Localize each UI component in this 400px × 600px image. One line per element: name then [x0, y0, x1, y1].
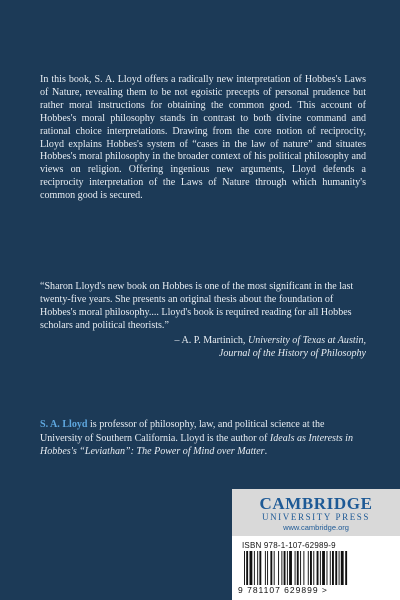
- review-source-journal: Journal of the History of Philosophy: [218, 348, 366, 359]
- author-name: S. A. Lloyd: [40, 419, 88, 430]
- author-bio-end: .: [264, 446, 268, 457]
- publisher-name: CAMBRIDGE: [259, 494, 373, 513]
- publisher-press: UNIVERSITY PRESS: [261, 512, 371, 522]
- barcode-graphic: [244, 551, 388, 585]
- author-bio-text: is professor of philosophy, law, and political science at the University of Southern California. Lloyd is the author of: [40, 419, 325, 444]
- publisher-logo: [232, 489, 400, 536]
- author-previous-book: Ideals as Interests in Hobbes's “Leviathan”: The Power of Mind over Matter: [40, 432, 353, 457]
- author-bio: [40, 418, 366, 459]
- reviewer-name: – A. P. Martinich,: [174, 335, 248, 346]
- publisher-barcode-panel: [232, 489, 400, 600]
- reviewer-affiliation: University of Texas at Austin,: [247, 335, 366, 346]
- review-attribution: [116, 334, 366, 360]
- barcode-digits: 9 781107 629899 >: [238, 585, 328, 595]
- review-quote: “Sharon Lloyd's new book on Hobbes is one of the most significant in the last twenty-five years. She presents an original thesis about the foundation of Hobbes's moral philosophy.... Lloyd's book is required reading for all Hobbes scholars and political theorists.”: [40, 281, 354, 331]
- isbn-label: ISBN 978-1-107-62989-9: [242, 541, 336, 550]
- publisher-url: www.cambridge.org: [283, 523, 349, 532]
- book-description: In this book, S. A. Lloyd offers a radically new interpretation of Hobbes's Laws of Nature, revealing them to be not egoistic precepts of personal prudence but rather moral instructions for obtaining the common good. This account of Hobbes's moral philosophy stands in contrast to both divine command and rational choice interpretations. Drawing from the core notion of reciprocity, Lloyd explains Hobbes's system of “cases in the law of nature” and situates Hobbes's moral philosophy in the broader context of his political philosophy and views on religion. Offering ingenious new arguments, Lloyd defends a reciprocity interpretation of the Laws of Nature through which humanity's common good is secured.: [40, 74, 366, 202]
